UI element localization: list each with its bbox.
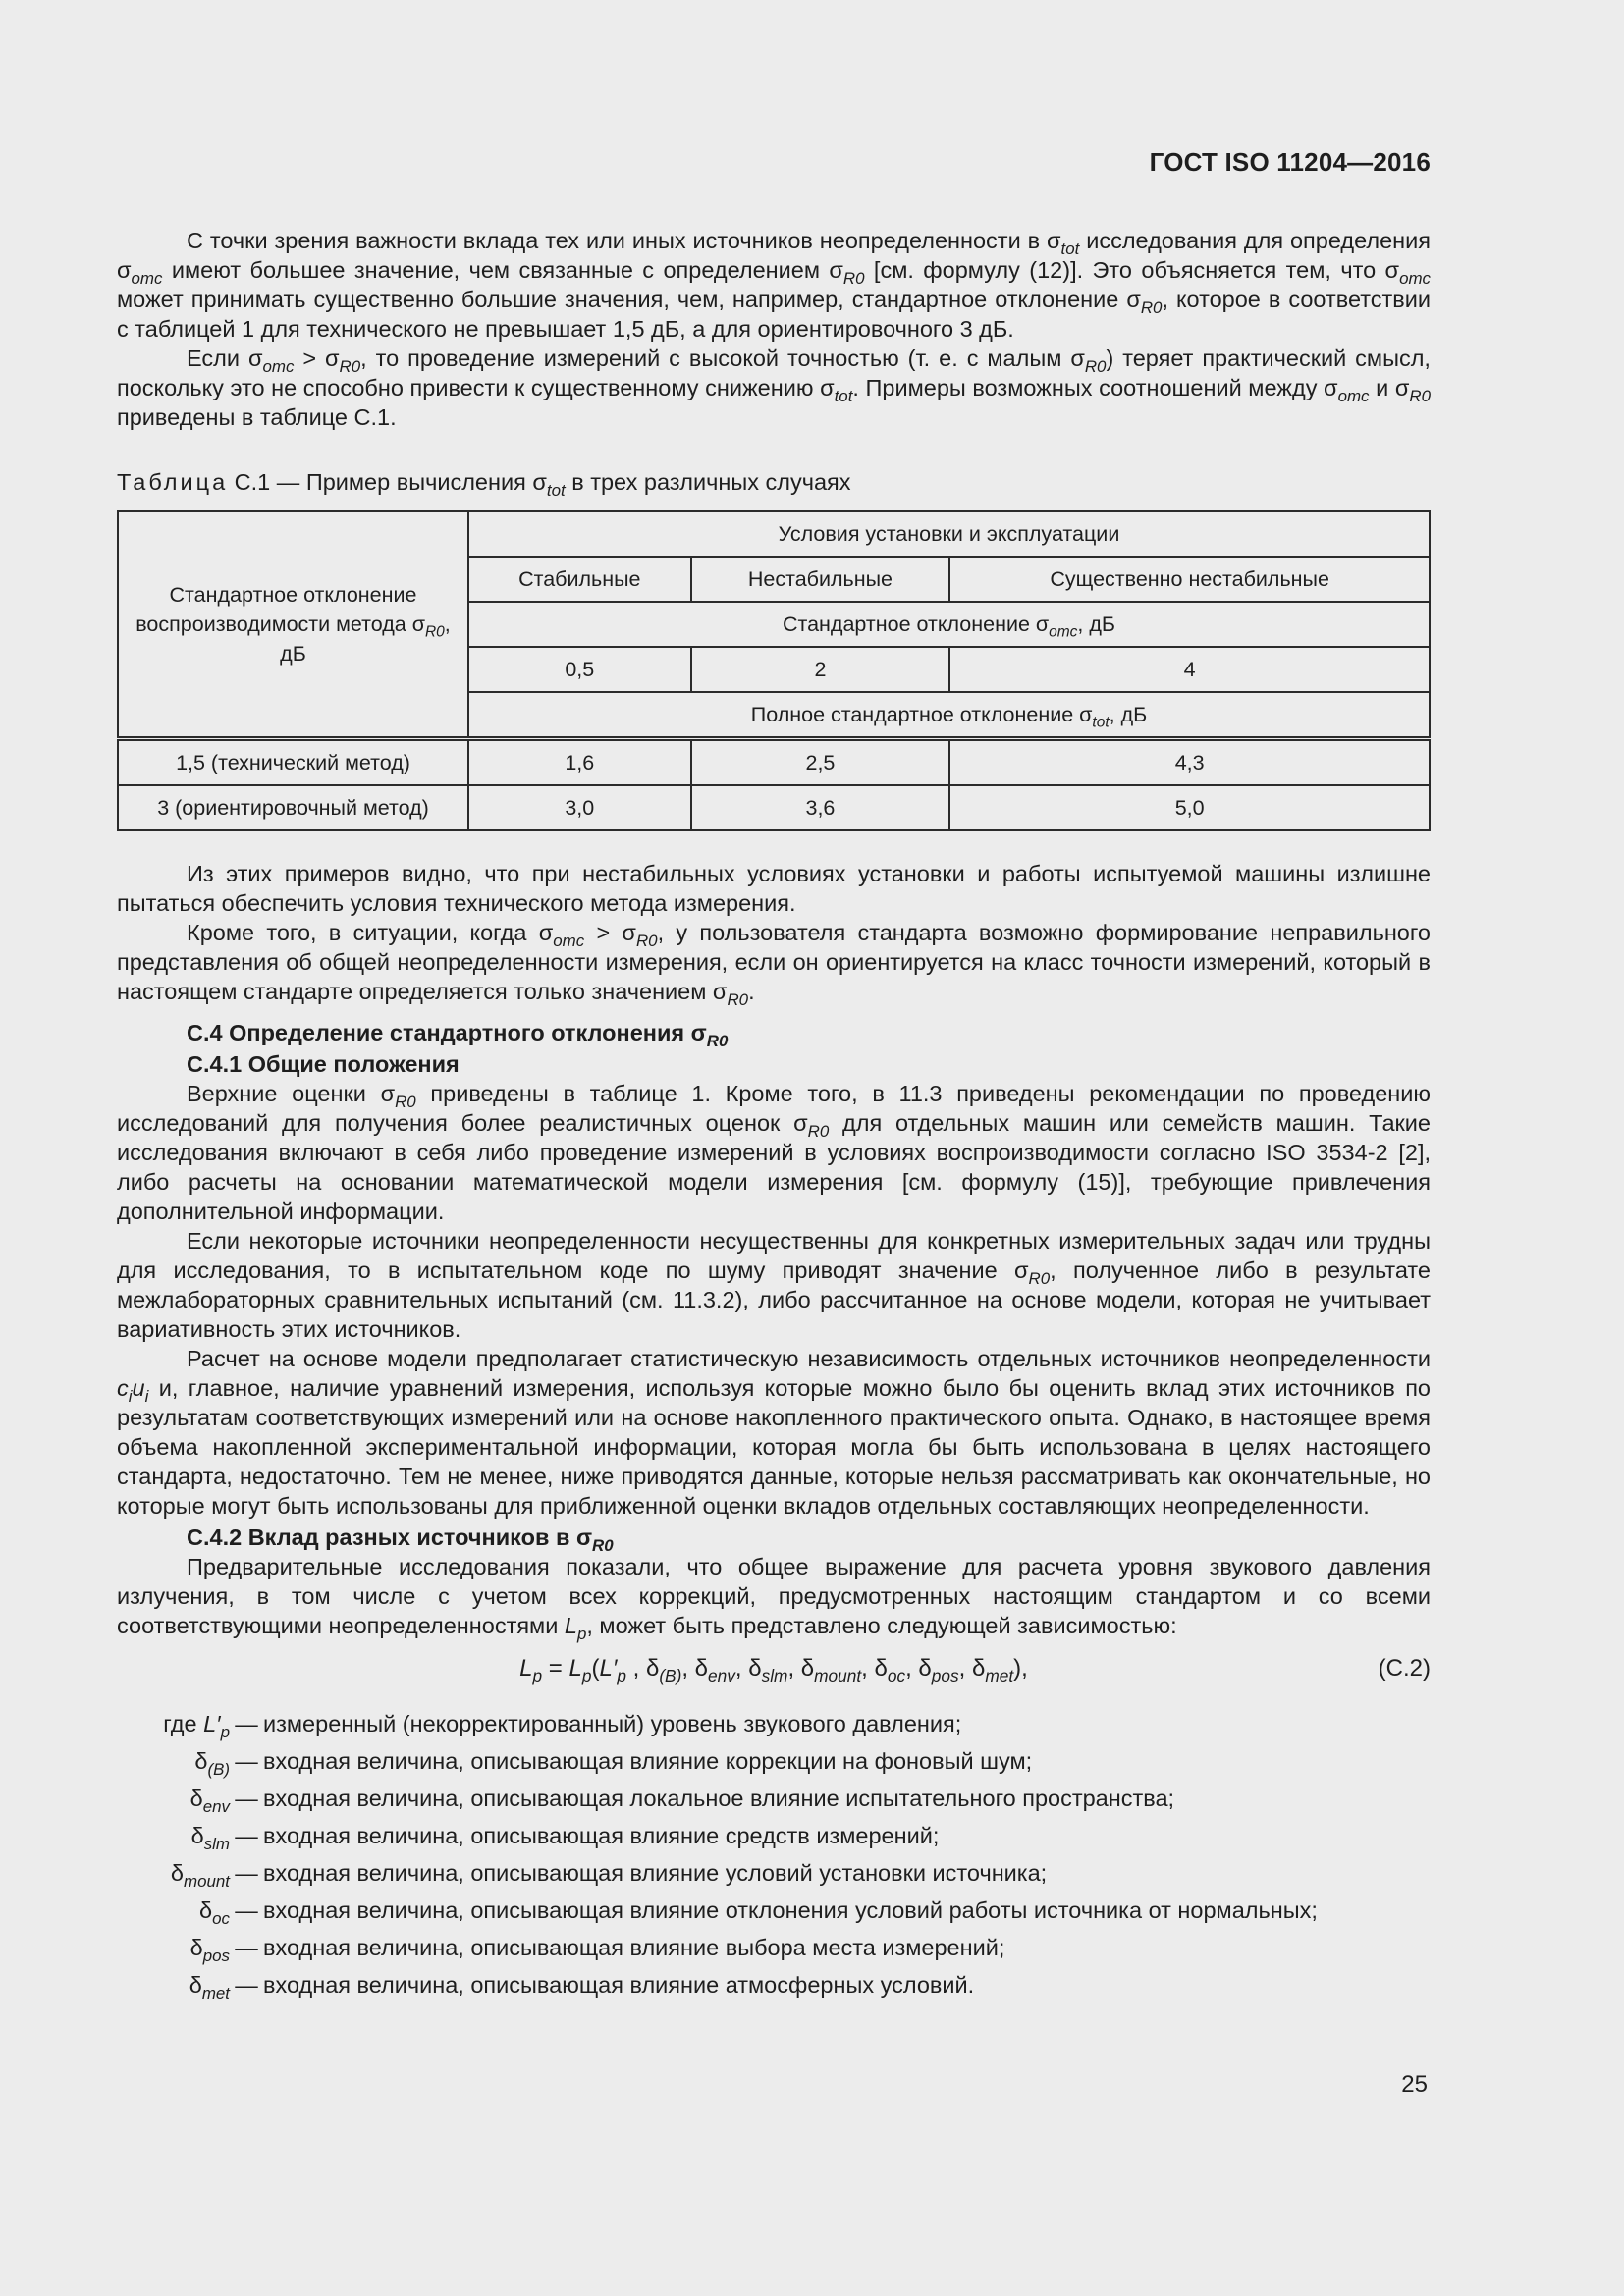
c41-paragraph-3: Расчет на основе модели предполагает статистическую независимость отдельных источников неопределенности $c_iu_i$ и, главное, наличие уравнений измерения, используя которые можно было бы оценить вклад этих источников по результатам соответствующих измерений или на основе накопленного практического опыта. Однако, в настоящее время объема накопленной экспериментальной информации, которая могла бы быть использована в целях настоящего стандарта, недостаточно. Тем не менее, ниже приводятся данные, которые нельзя рассматривать как окончательные, но которые могут быть использованы для приближенной оценки вкладов отдельных составляющих неопределенности.: [117, 1346, 1431, 1519]
omc-value: 0,5: [468, 647, 691, 692]
after-paragraph-1: Из этих примеров видно, что при нестабильных условиях установки и работы испытуемой машины излишне пытаться обеспечить условия технического метода измерения.: [117, 861, 1431, 916]
table-cell: 3,0: [468, 785, 691, 830]
table-row: [118, 739, 1430, 786]
table-cell: 5,0: [949, 785, 1430, 830]
intro-paragraph-2: Если $\sigma_{omc} > \sigma_{R0}$, то проведение измерений с высокой точностью (т. е. с малым $\sigma_{R0}$) теряет практический смысл, поскольку это не способно привести к существенному снижению $\sigma_{tot}$. Примеры возможных соотношений между $\sigma_{omc}$ и $\sigma_{R0}$ приведены в таблице С.1.: [117, 346, 1431, 430]
table-row: [118, 785, 1430, 830]
formula-body: $L_p = L_p(L'_p$ , $\delta_{(B)}$, $\delta_{env}$, $\delta_{slm}$, $\delta_{mount}$, $\delta_{oc}$, $\delta_{pos}$, $\delta_{met}$),: [519, 1655, 1028, 1686]
c42-paragraph: Предварительные исследования показали, что общее выражение для расчета уровня звукового давления излучения, в том числе с учетом всех коррекций, предусмотренных настоящим стандартом и со всеми соответствующими неопределенностями $L_p$, может быть представлено следующей зависимостью:: [117, 1554, 1431, 1643]
table-cell: 1,6: [468, 739, 691, 786]
example-table: [117, 510, 1431, 831]
tot-header: Полное стандартное отклонение $\sigma_{tot}$, дБ: [468, 692, 1430, 739]
formula-number: (С.2): [1378, 1655, 1431, 1682]
intro-paragraph-1: С точки зрения важности вклада тех или иных источников неопределенности в $\sigma_{tot}$ исследования для определения $\sigma_{omc}$ имеют большее значение, чем связанные с определением $\sigma_{R0}$ [см. формулу (12)]. Это объясняется тем, что $\sigma_{omc}$ может принимать существенно большие значения, чем, например, стандартное отклонение $\sigma_{R0}$, которое в соответствии с таблицей 1 для технического не превышает 1,5 дБ, а для ориентировочного 3 дБ.: [117, 228, 1432, 342]
definition-item: $\delta_{mount}$ — входная величина, описывающая влияние условий установки источника;: [170, 1860, 1048, 1891]
definition-item: $\delta_{(B)}$ — входная величина, описывающая влияние коррекции на фоновый шум;: [194, 1748, 1033, 1779]
table-caption: Таблица С.1 — Пример вычисления $\sigma_{tot}$ в трех различных случаях: [117, 469, 851, 500]
definition-item: где $L'_p$ — измеренный (некорректированный) уровень звукового давления;: [163, 1711, 962, 1741]
condition-stable: Стабильные: [468, 557, 691, 602]
subsection-heading-c41: С.4.1 Общие положения: [187, 1051, 460, 1077]
definition-item: $\delta_{pos}$ — входная величина, описывающая влияние выбора места измерений;: [189, 1935, 1005, 1965]
row-header-cell: Стандартное отклонение воспроизводимости метода $\sigma_{R0}$, дБ: [118, 511, 468, 739]
c41-paragraph-1: Верхние оценки $\sigma_{R0}$ приведены в таблице 1. Кроме того, в 11.3 приведены рекомендации по проведению исследований для получения более реалистичных оценок $\sigma_{R0}$ для отдельных машин или семейств машин. Такие исследования включают в себя либо проведение измерений в условиях воспроизводимости согласно ISO 3534-2 [2], либо расчеты на основании математической модели измерения [см. формулу (15)], требующие привлечения дополнительной информации.: [117, 1081, 1432, 1224]
definition-item: $\delta_{slm}$ — входная величина, описывающая влияние средств измерений;: [190, 1823, 940, 1853]
omc-value: 2: [691, 647, 950, 692]
definition-item: $\delta_{oc}$ — входная величина, описывающая влияние отклонения условий работы источника от нормальных;: [199, 1897, 1318, 1928]
condition-very-unstable: Существенно нестабильные: [949, 557, 1430, 602]
row-label: 3 (ориентировочный метод): [118, 785, 468, 830]
formula-c2: [117, 1654, 1431, 1686]
page-body: [117, 226, 1431, 2003]
omc-value: 4: [949, 647, 1430, 692]
definitions-list: [117, 1705, 1431, 2003]
definition-item: $\delta_{env}$ — входная величина, описывающая локальное влияние испытательного пространства;: [189, 1786, 1175, 1816]
after-paragraph-2: Кроме того, в ситуации, когда $\sigma_{omc} > \sigma_{R0}$, у пользователя стандарта возможно формирование неправильного представления об общей неопределенности измерения, если он ориентируется на класс точности измерений, который в настоящем стандарте определяется только значением $\sigma_{R0}$.: [117, 920, 1431, 1009]
table-cell: 2,5: [691, 739, 950, 786]
conditions-header: Условия установки и эксплуатации: [468, 511, 1430, 557]
definition-item: $\delta_{met}$ — входная величина, описывающая влияние атмосферных условий.: [189, 1972, 975, 2002]
c41-paragraph-2: Если некоторые источники неопределенности несущественны для конкретных измерительных задач или трудны для исследования, то в испытательном коде по шуму приводят значение $\sigma_{R0}$, полученное либо в результате межлабораторных сравнительных испытаний (см. 11.3.2), либо рассчитанное на основе модели, которая не учитывает вариативность этих источников.: [117, 1228, 1432, 1342]
table-cell: 3,6: [691, 785, 950, 830]
condition-unstable: Нестабильные: [691, 557, 950, 602]
omc-header: Стандартное отклонение $\sigma_{omc}$, дБ: [468, 602, 1430, 647]
section-heading-c4: С.4 Определение стандартного отклонения $\sigma_{R0}$: [187, 1020, 729, 1050]
row-label: 1,5 (технический метод): [118, 739, 468, 786]
table-cell: 4,3: [949, 739, 1430, 786]
page-number: 25: [1401, 2071, 1428, 2098]
standard-header: ГОСТ ISO 11204—2016: [1149, 147, 1431, 177]
subsection-heading-c42: С.4.2 Вклад разных источников в $\sigma_{R0}$: [187, 1524, 614, 1555]
